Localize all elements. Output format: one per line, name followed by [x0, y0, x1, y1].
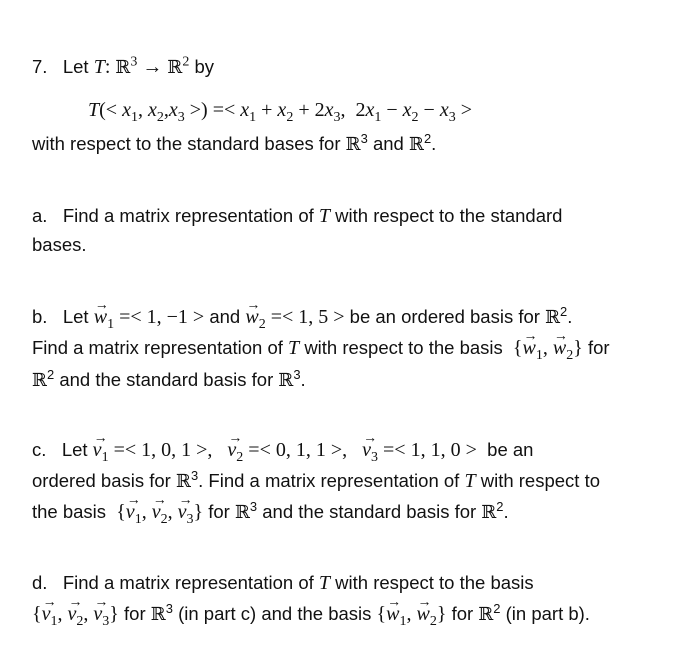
standard-bases-line: with respect to the standard bases for ℝ$^3$ and ℝ$^2$. [32, 130, 437, 155]
part-c-line-2: ordered basis for ℝ$^3$. Find a matrix representation of T with respect to [32, 467, 601, 492]
part-c-line-1: c. Let → $v_1 =< 1$, 0, 1 >, → $v_2 =< 0$, 1, 1 >, → $v_3 =< 1$, 1, 0 > be an [32, 437, 533, 463]
part-d-line-1: d. Find a matrix representation of T with respect to the basis [32, 572, 534, 594]
problem-number: 7. [32, 56, 48, 77]
part-a-line-2: bases. [32, 234, 87, 255]
problem-header [32, 54, 214, 81]
part-c-line-3: the basis {→ $v_1$, → $v_2$, → $v_3$} for ℝ$^3$ and the standard basis for ℝ$^2$. [32, 499, 509, 526]
part-d-label: d. [32, 572, 48, 593]
part-d-line-2: {→ $v_1$, → $v_2$, → $v_3$} for ℝ$^3$ (in part c) and the basis {→ $w_1$, → $w_2$} for ℝ$^2$ (in part b). [32, 601, 590, 628]
part-b-label: b. [32, 306, 48, 327]
map-signature: T: ℝ$^3$ → ℝ$^2$ [93, 54, 190, 78]
by-text: by [194, 56, 215, 77]
part-b-line-3: ℝ$^2$ and the standard basis for ℝ$^3$. [32, 366, 306, 391]
part-b-line-1: b. Let → $w_1 =< 1$, −1 > and → $w_2 =< 1$, 5 > be an ordered basis for ℝ$^2$. [32, 304, 572, 331]
part-c-label: c. [32, 439, 47, 460]
part-a-label: a. [32, 205, 48, 226]
part-a-line-1: a. Find a matrix representation of T with respect to the standard [32, 205, 563, 227]
transformation-formula: $T(< x_1$, $x_2,x_3$ >) =< $x_1 + x_2 + 2x_3$, $2x_1 - x_2 - x_3$ > [88, 99, 472, 125]
let-text: Let [62, 56, 89, 77]
part-b-line-2: Find a matrix representation of T with respect to the basis {→ $w_1$, → $w_2$} for [32, 335, 610, 361]
